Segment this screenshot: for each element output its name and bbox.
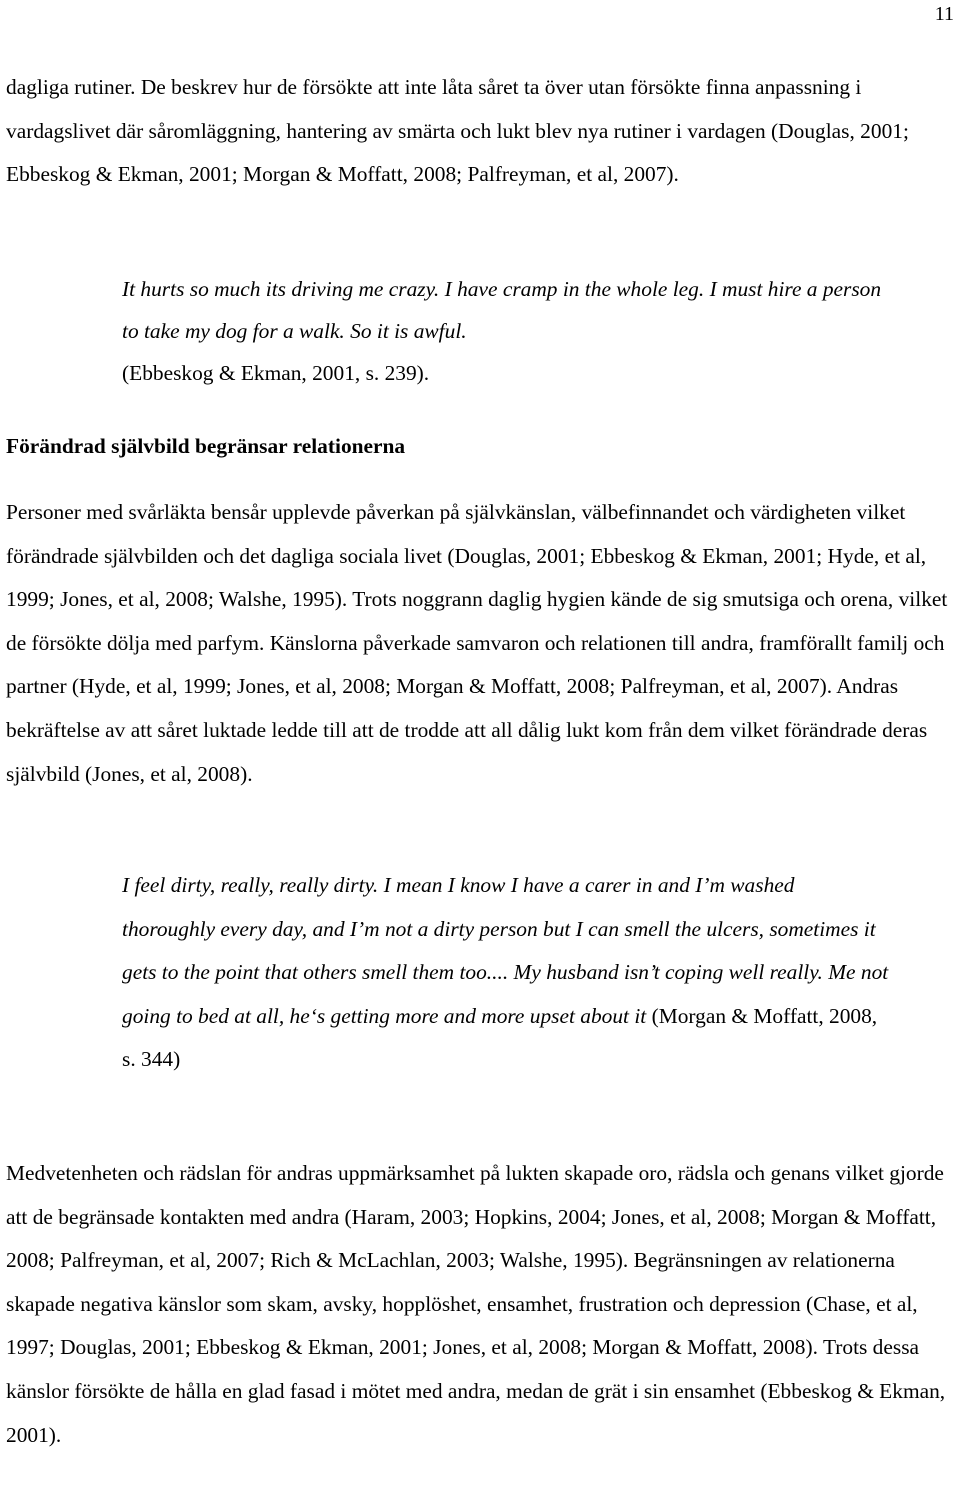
quote-text: It hurts so much its driving me crazy. I have cramp in the whole leg. I must hire a person to take my dog for a walk. So it is awful. xyxy=(122,277,882,343)
quote-text: I feel dirty, really, really dirty. I mean I know I have a carer in and I’m washed thoroughly every day, and I’m not a dirty person but I can smell the ulcers, sometimes it gets to the point that others smell them too.... My husband isn’t coping well really. Me not going to bed at all, he‘s getting more and more upset about it xyxy=(122,873,889,1028)
quote-citation: (Morgan & Moffatt, 2008, s. 344) xyxy=(122,1003,878,1072)
paragraph-daily-routines: dagliga rutiner. De beskrev hur de försökte att inte låta såret ta över utan försökte finna anpassning i vardagslivet där såromläggning, hantering av smärta och lukt blev nya rutiner i vardagen (Douglas, 2001; Ebbeskog & Ekman, 2001; Morgan & Moffatt, 2008; Palfreyman, et al, 2007). xyxy=(6,75,909,187)
block-quote-dirty xyxy=(122,864,892,1082)
paragraph-limited-relations: Medvetenheten och rädslan för andras uppmärksamhet på lukten skapade oro, rädsla och genans vilket gjorde att de begränsade kontakten med andra (Haram, 2003; Hopkins, 2004; Jones, et al, 2008; Morgan & Moffatt, 2008; Palfreyman, et al, 2007; Rich & McLachlan, 2003; Walshe, 1995). Begränsningen av relationerna skapade negativa känslor som skam, avsky, hopplöshet, ensamhet, frustration och depression (Chase, et al, 1997; Douglas, 2001; Ebbeskog & Ekman, 2001; Jones, et al, 2008; Morgan & Moffatt, 2008). Trots dessa känslor försökte de hålla en glad fasad i mötet med andra, medan de grät i sin ensamhet (Ebbeskog & Ekman, 2001). xyxy=(6,1161,946,1447)
block-quote-pain xyxy=(122,268,892,394)
section-heading: Förändrad självbild begränsar relationerna xyxy=(6,434,406,458)
page-number: 11 xyxy=(934,3,954,25)
paragraph-self-image: Personer med svårläkta bensår upplevde påverkan på självkänslan, välbefinnandet och värdigheten vilket förändrade självbilden och det dagliga sociala livet (Douglas, 2001; Ebbeskog & Ekman, 2001; Hyde, et al, 1999; Jones, et al, 2008; Walshe, 1995). Trots noggrann daglig hygien kände de sig smutsiga och orena, vilket de försökte dölja med parfym. Känslorna påverkade samvaron och relationen till andra, framförallt familj och partner (Hyde, et al, 1999; Jones, et al, 2008; Morgan & Moffatt, 2008; Palfreyman, et al, 2007). Andras bekräftelse av att såret luktade ledde till att de trodde att all dålig lukt kom från dem vilket förändrade deras självbild (Jones, et al, 2008). xyxy=(6,500,948,786)
quote-citation: (Ebbeskog & Ekman, 2001, s. 239). xyxy=(122,361,430,385)
